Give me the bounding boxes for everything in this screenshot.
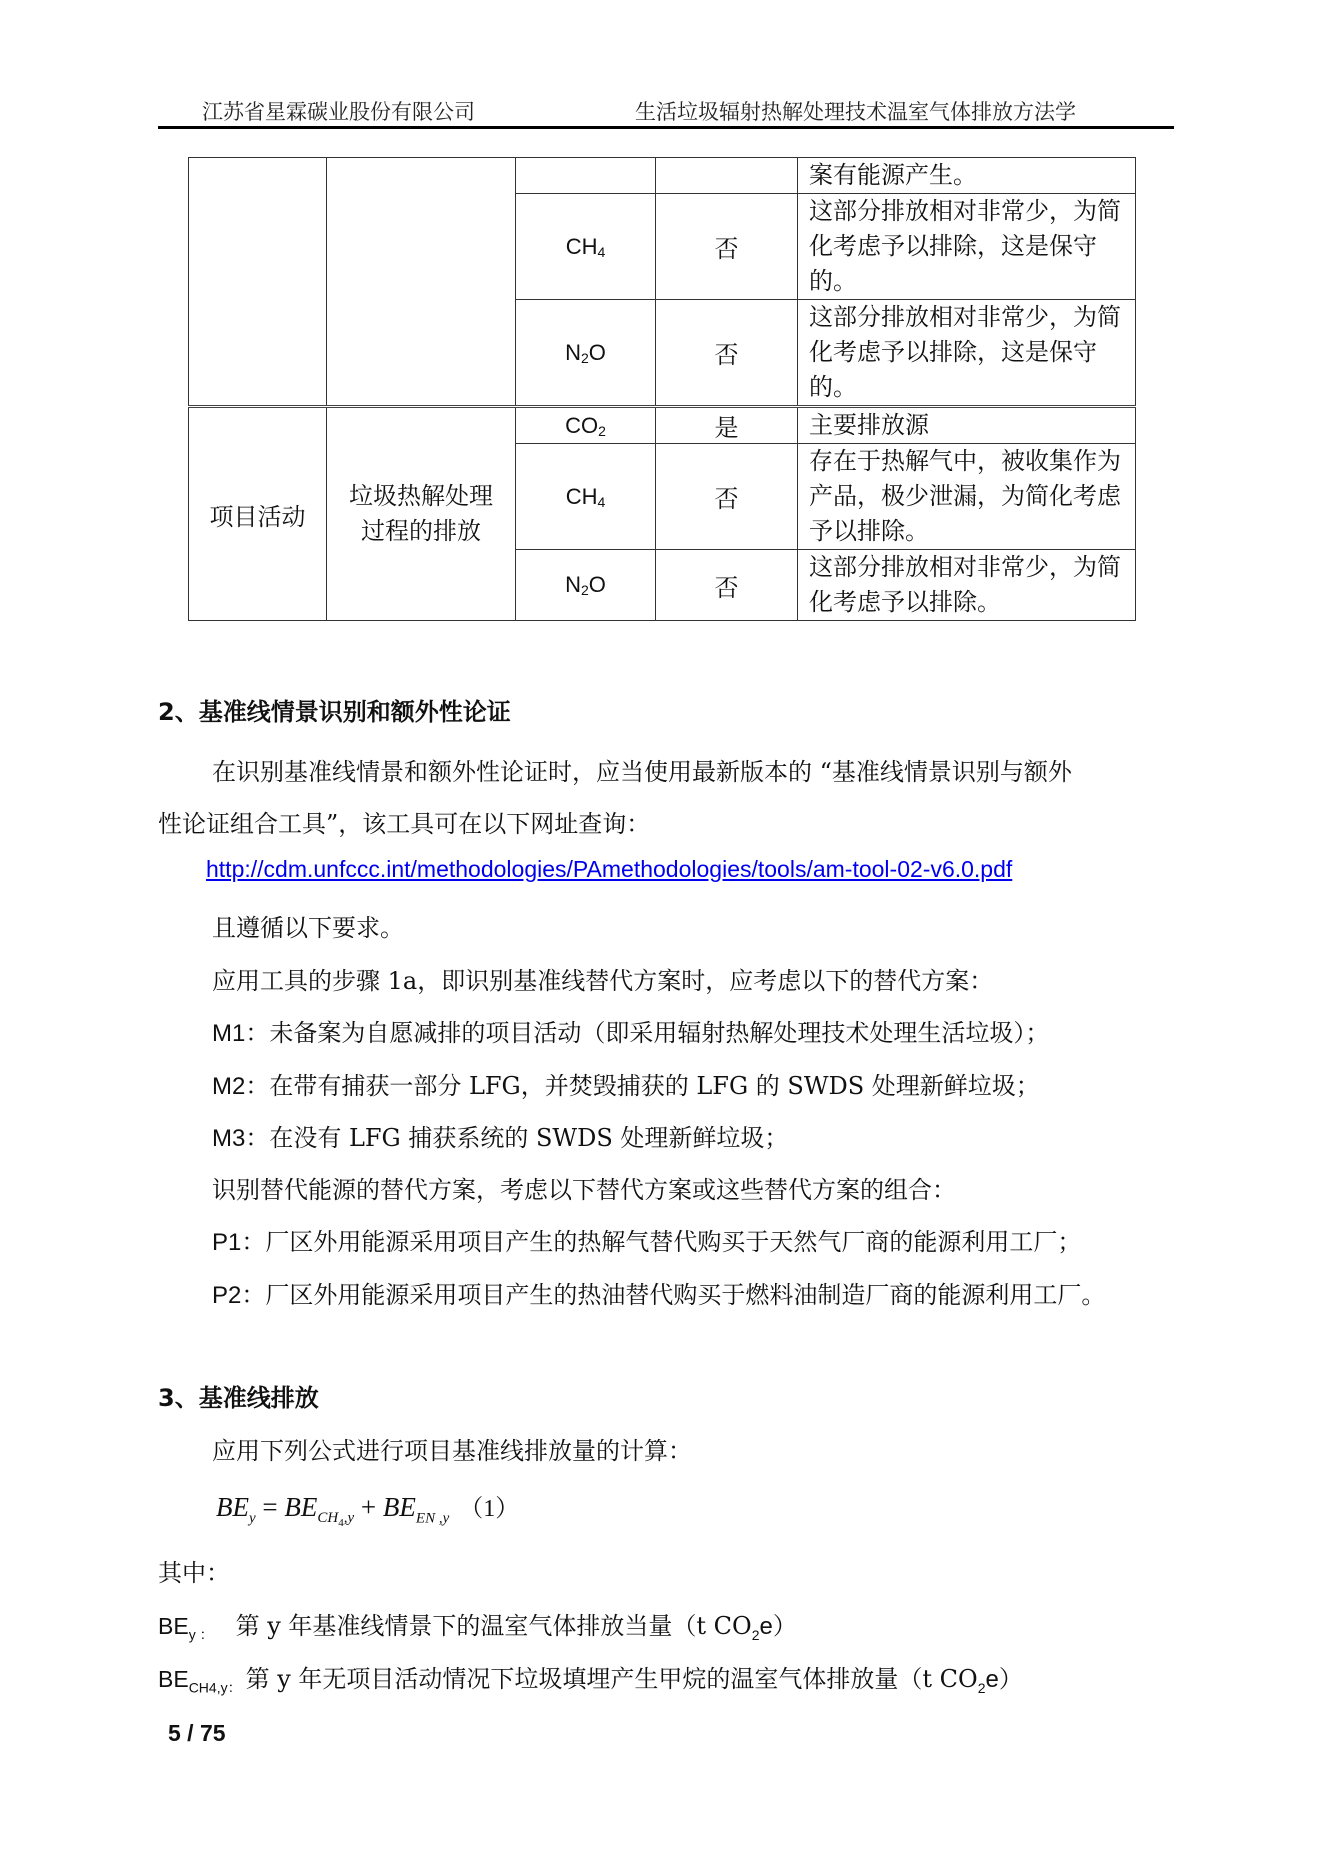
baseline-formula	[216, 1488, 519, 1529]
alternative-text: 在没有 LFG 捕获系统的 SWDS 处理新鲜垃圾；	[269, 1124, 789, 1152]
alternative-label: M3：	[212, 1125, 270, 1152]
cell-process: 垃圾热解处理过程的排放	[327, 407, 516, 621]
definition-term	[158, 1613, 214, 1643]
alternative-m3	[212, 1118, 788, 1153]
formula-term1-sub: CH	[317, 1510, 339, 1527]
gas-formula: CH	[565, 233, 598, 259]
section-3-heading: 3、基准线排放	[158, 1384, 319, 1412]
alternative-label: M2：	[212, 1073, 270, 1100]
gas-formula: N	[565, 339, 581, 365]
cell-process-empty	[327, 158, 516, 407]
formula-term2: BE	[382, 1492, 416, 1522]
cell-reason: 案有能源产生。	[798, 158, 1136, 194]
cell-included: 否	[656, 550, 798, 621]
formula-lhs-sub: y	[249, 1510, 256, 1527]
definition-text: 第 y 年无项目活动情况下垃圾填埋产生甲烷的温室气体排放量（t CO	[245, 1665, 978, 1693]
cell-reason: 这部分排放相对非常少，为简化考虑予以排除，这是保守的。	[798, 194, 1136, 300]
cell-reason: 主要排放源	[798, 407, 1136, 444]
cell-reason: 这部分排放相对非常少，为简化考虑予以排除。	[798, 550, 1136, 621]
table-row	[189, 407, 1136, 444]
energy-intro: 识别替代能源的替代方案，考虑以下替代方案或这些替代方案的组合：	[212, 1176, 956, 1204]
where-label: 其中：	[158, 1559, 230, 1587]
alternative-label: M1：	[212, 1020, 270, 1047]
definition-tail: e）	[759, 1613, 797, 1640]
alternative-label: P1：	[212, 1229, 266, 1256]
header-doc-title: 生活垃圾辐射热解处理技术温室气体排放方法学	[635, 100, 1076, 124]
alternative-text: 未备案为自愿减排的项目活动（即采用辐射热解处理技术处理生活垃圾）；	[269, 1019, 1050, 1047]
cell-included: 否	[656, 444, 798, 550]
definition-text: 第 y 年基准线情景下的温室气体排放当量（t CO	[235, 1612, 752, 1640]
section-3-intro: 应用下列公式进行项目基准线排放量的计算：	[212, 1437, 692, 1465]
alternative-text: 厂区外用能源采用项目产生的热油替代购买于燃料油制造厂商的能源利用工厂。	[265, 1281, 1106, 1309]
cell-included: 是	[656, 407, 798, 444]
alternative-label: P2：	[212, 1282, 266, 1309]
gas-formula: CH	[565, 483, 598, 509]
cell-source-empty	[189, 158, 327, 407]
section-2-step1a: 应用工具的步骤 1a，即识别基准线替代方案时，应考虑以下的替代方案：	[212, 967, 994, 995]
cell-included	[656, 158, 798, 194]
emission-sources-table	[188, 157, 1136, 621]
formula-plus: +	[354, 1492, 383, 1522]
cell-gas	[516, 300, 656, 407]
definition-sub: 2	[977, 1679, 986, 1696]
cell-gas	[516, 550, 656, 621]
formula-term2-sub: EN ,y	[415, 1510, 450, 1527]
table-row	[189, 158, 1136, 194]
header-company: 江苏省星霖碳业股份有限公司	[202, 100, 475, 124]
term-text: BE	[158, 1613, 189, 1639]
cell-reason: 存在于热解气中，被收集作为产品，极少泄漏，为简化考虑予以排除。	[798, 444, 1136, 550]
gas-subscript: 4	[597, 243, 606, 260]
cell-gas	[516, 444, 656, 550]
cell-reason: 这部分排放相对非常少，为简化考虑予以排除，这是保守的。	[798, 300, 1136, 407]
formula-lhs: BE	[216, 1492, 249, 1522]
definition-sub: 2	[751, 1626, 760, 1643]
gas-formula: CO	[565, 412, 599, 438]
definition-tail: e）	[985, 1666, 1023, 1693]
gas-formula: N	[565, 572, 581, 597]
energy-alternative-p2	[212, 1275, 1105, 1310]
header-rule	[158, 126, 1174, 129]
alternative-text: 厂区外用能源采用项目产生的热解气替代购买于天然气厂商的能源利用工厂；	[265, 1228, 1082, 1256]
page-number: 5 / 75	[168, 1720, 226, 1746]
gas-subscript: 2	[580, 582, 589, 598]
formula-term1: BE	[284, 1492, 318, 1522]
section-2-para-line2: 性论证组合工具”，该工具可在以下网址查询：	[158, 810, 651, 838]
definition-term	[158, 1666, 242, 1696]
section-2-heading: 2、基准线情景识别和额外性论证	[158, 698, 511, 726]
gas-formula-tail: O	[588, 339, 606, 365]
formula-term1-sub-num: 4	[338, 1517, 344, 1530]
gas-subscript: 2	[598, 422, 606, 439]
cell-source: 项目活动	[189, 407, 327, 621]
formula-term1-sub-tail: ,y	[343, 1510, 355, 1527]
cell-included: 否	[656, 194, 798, 300]
energy-alternative-p1	[212, 1222, 1081, 1257]
definition-bey	[158, 1606, 797, 1645]
term-sub: CH4,y：	[188, 1679, 242, 1696]
alternative-m1	[212, 1013, 1049, 1048]
cell-gas	[516, 158, 656, 194]
section-2-para-line1: 在识别基准线情景和额外性论证时，应当使用最新版本的 “基准线情景识别与额外	[212, 758, 1072, 786]
section-2-follow: 且遵循以下要求。	[212, 914, 404, 942]
gas-formula-tail: O	[588, 572, 606, 597]
alternative-m2	[212, 1066, 1040, 1101]
formula-number: （1）	[459, 1496, 520, 1522]
formula-equals: =	[255, 1492, 285, 1522]
term-text: BE	[158, 1666, 189, 1692]
gas-subscript: 4	[597, 493, 606, 510]
definition-bech4y	[158, 1659, 1023, 1698]
gas-subscript: 2	[580, 349, 589, 366]
cell-gas	[516, 407, 656, 444]
cell-gas	[516, 194, 656, 300]
tool-link[interactable]: http://cdm.unfccc.int/methodologies/PAmethodologies/tools/am-tool-02-v6.0.pdf	[206, 856, 1013, 882]
cell-included: 否	[656, 300, 798, 407]
term-sub: y ：	[188, 1626, 214, 1643]
alternative-text: 在带有捕获一部分 LFG，并焚毁捕获的 LFG 的 SWDS 处理新鲜垃圾；	[269, 1072, 1040, 1100]
